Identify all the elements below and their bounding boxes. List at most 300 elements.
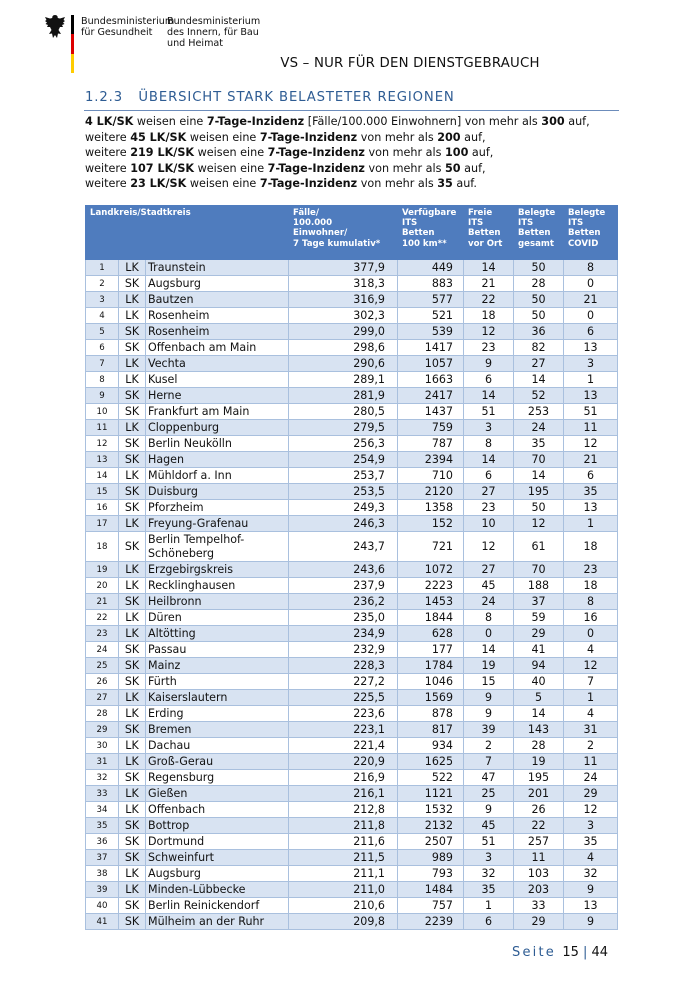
summary-metric: 7-Tage-Inzidenz — [206, 115, 305, 128]
incidence-value: 232,9 — [289, 642, 398, 658]
occupied-its-value: 24 — [514, 420, 564, 436]
covid-its-value: 21 — [564, 452, 618, 468]
available-its-value: 2120 — [398, 484, 464, 500]
available-its-value: 817 — [398, 722, 464, 738]
district-name: Mülheim an der Ruhr — [146, 914, 289, 930]
covid-its-value: 24 — [564, 770, 618, 786]
available-its-value: 710 — [398, 468, 464, 484]
free-its-value: 0 — [464, 626, 514, 642]
available-its-value: 1046 — [398, 674, 464, 690]
occupied-its-value: 14 — [514, 468, 564, 484]
available-its-value: 989 — [398, 850, 464, 866]
row-number: 11 — [86, 420, 119, 436]
summary-text: weisen eine — [194, 161, 268, 175]
available-its-value: 1453 — [398, 594, 464, 610]
incidence-value: 211,5 — [289, 850, 398, 866]
available-its-value: 1844 — [398, 610, 464, 626]
available-its-value: 449 — [398, 260, 464, 276]
occupied-its-value: 103 — [514, 866, 564, 882]
covid-its-value: 4 — [564, 850, 618, 866]
occupied-its-value: 195 — [514, 770, 564, 786]
summary-threshold: 100 — [445, 146, 469, 159]
table-row — [86, 484, 618, 500]
summary-suffix: auf, — [468, 146, 494, 159]
table-row — [86, 882, 618, 898]
table-row — [86, 324, 618, 340]
available-its-value: 934 — [398, 738, 464, 754]
free-its-value: 51 — [464, 834, 514, 850]
incidence-value: 302,3 — [289, 308, 398, 324]
free-its-value: 45 — [464, 818, 514, 834]
table-row — [86, 594, 618, 610]
row-number: 37 — [86, 850, 119, 866]
table-row — [86, 452, 618, 468]
free-its-value: 18 — [464, 308, 514, 324]
district-name: Berlin Tempelhof-Schöneberg — [146, 532, 289, 562]
incidence-value: 316,9 — [289, 292, 398, 308]
district-type: LK — [119, 802, 146, 818]
covid-its-value: 4 — [564, 706, 618, 722]
summary-line — [85, 145, 625, 161]
summary-threshold: 35 — [437, 177, 453, 190]
col-header-available-its: Verfügbare ITS Betten 100 km** — [398, 206, 464, 260]
district-type: LK — [119, 754, 146, 770]
row-number: 2 — [86, 276, 119, 292]
district-name: Dortmund — [146, 834, 289, 850]
table-row — [86, 516, 618, 532]
free-its-value: 7 — [464, 754, 514, 770]
district-type: LK — [119, 562, 146, 578]
summary-text: von mehr als — [364, 146, 445, 159]
page-label: Seite — [512, 945, 556, 960]
covid-its-value: 35 — [564, 484, 618, 500]
summary-text: von mehr als — [357, 130, 438, 144]
row-number: 20 — [86, 578, 119, 594]
free-its-value: 12 — [464, 324, 514, 340]
row-number: 27 — [86, 690, 119, 706]
district-name: Erzgebirgskreis — [146, 562, 289, 578]
district-name: Groß-Gerau — [146, 754, 289, 770]
district-type: SK — [119, 850, 146, 866]
district-name: Traunstein — [146, 260, 289, 276]
row-number: 41 — [86, 914, 119, 930]
row-number: 13 — [86, 452, 119, 468]
available-its-value: 721 — [398, 532, 464, 562]
table-row — [86, 404, 618, 420]
district-type: SK — [119, 818, 146, 834]
occupied-its-value: 14 — [514, 706, 564, 722]
covid-its-value: 32 — [564, 866, 618, 882]
row-number: 18 — [86, 532, 119, 562]
occupied-its-value: 82 — [514, 340, 564, 356]
occupied-its-value: 27 — [514, 356, 564, 372]
col-header-incidence: Fälle/ 100.000 Einwohner/ 7 Tage kumulativ* — [289, 206, 398, 260]
summary-count: 219 LK/SK — [130, 146, 195, 159]
available-its-value: 1532 — [398, 802, 464, 818]
table-header-row — [86, 206, 618, 260]
row-number: 38 — [86, 866, 119, 882]
covid-its-value: 13 — [564, 898, 618, 914]
available-its-value: 878 — [398, 706, 464, 722]
free-its-value: 15 — [464, 674, 514, 690]
district-name: Rosenheim — [146, 324, 289, 340]
covid-its-value: 2 — [564, 738, 618, 754]
incidence-value: 216,9 — [289, 770, 398, 786]
district-type: LK — [119, 882, 146, 898]
occupied-its-value: 70 — [514, 562, 564, 578]
ministry-health-name: Bundesministerium für Gesundheit — [81, 16, 175, 39]
incidence-value: 209,8 — [289, 914, 398, 930]
covid-its-value: 11 — [564, 420, 618, 436]
covid-its-value: 4 — [564, 642, 618, 658]
incidence-value: 254,9 — [289, 452, 398, 468]
occupied-its-value: 50 — [514, 260, 564, 276]
free-its-value: 24 — [464, 594, 514, 610]
covid-its-value: 12 — [564, 436, 618, 452]
available-its-value: 2132 — [398, 818, 464, 834]
incidence-value: 227,2 — [289, 674, 398, 690]
occupied-its-value: 37 — [514, 594, 564, 610]
district-name: Bottrop — [146, 818, 289, 834]
occupied-its-value: 50 — [514, 292, 564, 308]
row-number: 26 — [86, 674, 119, 690]
district-name: Dachau — [146, 738, 289, 754]
district-name: Pforzheim — [146, 500, 289, 516]
occupied-its-value: 12 — [514, 516, 564, 532]
free-its-value: 27 — [464, 562, 514, 578]
summary-count: 23 LK/SK — [130, 177, 187, 190]
free-its-value: 10 — [464, 516, 514, 532]
table-row — [86, 308, 618, 324]
table-row — [86, 834, 618, 850]
occupied-its-value: 203 — [514, 882, 564, 898]
free-its-value: 25 — [464, 786, 514, 802]
district-name: Cloppenburg — [146, 420, 289, 436]
occupied-its-value: 61 — [514, 532, 564, 562]
free-its-value: 6 — [464, 372, 514, 388]
district-type: LK — [119, 260, 146, 276]
table-row — [86, 372, 618, 388]
available-its-value: 1437 — [398, 404, 464, 420]
summary-metric: 7-Tage-Inzidenz — [259, 177, 358, 190]
table-row — [86, 802, 618, 818]
free-its-value: 3 — [464, 420, 514, 436]
district-name: Hagen — [146, 452, 289, 468]
available-its-value: 883 — [398, 276, 464, 292]
row-number: 23 — [86, 626, 119, 642]
district-type: LK — [119, 626, 146, 642]
row-number: 28 — [86, 706, 119, 722]
district-name: Fürth — [146, 674, 289, 690]
district-name: Recklinghausen — [146, 578, 289, 594]
summary-threshold: 50 — [445, 161, 461, 175]
row-number: 24 — [86, 642, 119, 658]
free-its-value: 9 — [464, 690, 514, 706]
free-its-value: 32 — [464, 866, 514, 882]
free-its-value: 14 — [464, 388, 514, 404]
row-number: 32 — [86, 770, 119, 786]
col-header-covid-its: Belegte ITS Betten COVID — [564, 206, 618, 260]
available-its-value: 1663 — [398, 372, 464, 388]
incidence-value: 246,3 — [289, 516, 398, 532]
row-number: 1 — [86, 260, 119, 276]
covid-its-value: 21 — [564, 292, 618, 308]
row-number: 8 — [86, 372, 119, 388]
occupied-its-value: 94 — [514, 658, 564, 674]
district-type: SK — [119, 500, 146, 516]
free-its-value: 35 — [464, 882, 514, 898]
incidence-value: 228,3 — [289, 658, 398, 674]
district-name: Mainz — [146, 658, 289, 674]
incidence-summary — [85, 114, 625, 192]
row-number: 5 — [86, 324, 119, 340]
free-its-value: 14 — [464, 642, 514, 658]
free-its-value: 12 — [464, 532, 514, 562]
free-its-value: 9 — [464, 356, 514, 372]
table-row — [86, 340, 618, 356]
district-name: Berlin Neukölln — [146, 436, 289, 452]
covid-its-value: 9 — [564, 914, 618, 930]
table-row — [86, 674, 618, 690]
district-name: Bautzen — [146, 292, 289, 308]
row-number: 40 — [86, 898, 119, 914]
occupied-its-value: 40 — [514, 674, 564, 690]
incidence-value: 211,6 — [289, 834, 398, 850]
table-row — [86, 260, 618, 276]
occupied-its-value: 5 — [514, 690, 564, 706]
free-its-value: 21 — [464, 276, 514, 292]
table-row — [86, 562, 618, 578]
district-type: LK — [119, 292, 146, 308]
incidence-value: 211,1 — [289, 866, 398, 882]
district-type: SK — [119, 594, 146, 610]
occupied-its-value: 11 — [514, 850, 564, 866]
available-its-value: 152 — [398, 516, 464, 532]
covid-its-value: 35 — [564, 834, 618, 850]
incidence-value: 249,3 — [289, 500, 398, 516]
summary-line — [85, 161, 625, 177]
incidence-value: 212,8 — [289, 802, 398, 818]
available-its-value: 177 — [398, 642, 464, 658]
available-its-value: 521 — [398, 308, 464, 324]
section-number: 1.2.3 — [85, 90, 124, 105]
district-name: Gießen — [146, 786, 289, 802]
available-its-value: 793 — [398, 866, 464, 882]
district-name: Vechta — [146, 356, 289, 372]
occupied-its-value: 35 — [514, 436, 564, 452]
incidence-value: 243,7 — [289, 532, 398, 562]
district-type: SK — [119, 914, 146, 930]
summary-text: weisen eine — [186, 177, 260, 190]
table-row — [86, 722, 618, 738]
table-row — [86, 500, 618, 516]
available-its-value: 1784 — [398, 658, 464, 674]
free-its-value: 1 — [464, 898, 514, 914]
occupied-its-value: 257 — [514, 834, 564, 850]
covid-its-value: 1 — [564, 372, 618, 388]
covid-its-value: 12 — [564, 802, 618, 818]
district-name: Düren — [146, 610, 289, 626]
available-its-value: 1417 — [398, 340, 464, 356]
district-type: LK — [119, 690, 146, 706]
table-row — [86, 786, 618, 802]
summary-metric: 7-Tage-Inzidenz — [267, 161, 365, 175]
row-number: 9 — [86, 388, 119, 404]
summary-line — [85, 114, 625, 130]
page-total: 44 — [591, 945, 609, 960]
summary-prefix: weitere — [85, 146, 131, 159]
occupied-its-value: 41 — [514, 642, 564, 658]
incidence-value: 225,5 — [289, 690, 398, 706]
district-name: Rosenheim — [146, 308, 289, 324]
available-its-value: 787 — [398, 436, 464, 452]
incidence-value: 221,4 — [289, 738, 398, 754]
summary-prefix: weitere — [85, 177, 131, 190]
covid-its-value: 13 — [564, 340, 618, 356]
covid-its-value: 23 — [564, 562, 618, 578]
covid-its-value: 1 — [564, 690, 618, 706]
district-type: SK — [119, 532, 146, 562]
district-name: Erding — [146, 706, 289, 722]
covid-its-value: 8 — [564, 260, 618, 276]
row-number: 15 — [86, 484, 119, 500]
table-row — [86, 436, 618, 452]
page-number: 15 — [562, 945, 579, 960]
summary-unit: [Fälle/100.000 Einwohnern] — [304, 115, 462, 128]
table-row — [86, 690, 618, 706]
district-name: Augsburg — [146, 866, 289, 882]
row-number: 6 — [86, 340, 119, 356]
free-its-value: 47 — [464, 770, 514, 786]
summary-suffix: auf, — [460, 161, 486, 175]
row-number: 3 — [86, 292, 119, 308]
table-row — [86, 420, 618, 436]
available-its-value: 2223 — [398, 578, 464, 594]
summary-threshold: 300 — [541, 115, 565, 128]
occupied-its-value: 29 — [514, 914, 564, 930]
covid-its-value: 3 — [564, 356, 618, 372]
district-type: LK — [119, 356, 146, 372]
available-its-value: 539 — [398, 324, 464, 340]
district-name: Minden-Lübbecke — [146, 882, 289, 898]
incidence-value: 279,5 — [289, 420, 398, 436]
table-row — [86, 356, 618, 372]
available-its-value: 1057 — [398, 356, 464, 372]
table-row — [86, 642, 618, 658]
row-number: 7 — [86, 356, 119, 372]
district-type: SK — [119, 324, 146, 340]
incidence-value: 236,2 — [289, 594, 398, 610]
free-its-value: 9 — [464, 802, 514, 818]
row-number: 19 — [86, 562, 119, 578]
row-number: 21 — [86, 594, 119, 610]
occupied-its-value: 19 — [514, 754, 564, 770]
incidence-value: 235,0 — [289, 610, 398, 626]
occupied-its-value: 188 — [514, 578, 564, 594]
occupied-its-value: 50 — [514, 500, 564, 516]
incidence-value: 290,6 — [289, 356, 398, 372]
table-row — [86, 610, 618, 626]
district-name: Berlin Reinickendorf — [146, 898, 289, 914]
district-type: LK — [119, 706, 146, 722]
district-type: LK — [119, 372, 146, 388]
summary-metric: 7-Tage-Inzidenz — [259, 130, 358, 144]
covid-its-value: 8 — [564, 594, 618, 610]
available-its-value: 2507 — [398, 834, 464, 850]
available-its-value: 757 — [398, 898, 464, 914]
row-number: 4 — [86, 308, 119, 324]
occupied-its-value: 253 — [514, 404, 564, 420]
district-type: LK — [119, 610, 146, 626]
covid-its-value: 1 — [564, 516, 618, 532]
district-type: LK — [119, 308, 146, 324]
table-row — [86, 914, 618, 930]
col-header-occupied-its: Belegte ITS Betten gesamt — [514, 206, 564, 260]
row-number: 35 — [86, 818, 119, 834]
incidence-value: 256,3 — [289, 436, 398, 452]
flag-red — [71, 34, 74, 53]
district-name: Passau — [146, 642, 289, 658]
row-number: 30 — [86, 738, 119, 754]
available-its-value: 1121 — [398, 786, 464, 802]
free-its-value: 2 — [464, 738, 514, 754]
district-type: SK — [119, 484, 146, 500]
col-header-district: Landkreis/Stadtkreis — [86, 206, 289, 260]
district-name: Kaiserslautern — [146, 690, 289, 706]
covid-its-value: 9 — [564, 882, 618, 898]
incidence-value: 211,8 — [289, 818, 398, 834]
table-body — [86, 260, 618, 930]
district-type: SK — [119, 658, 146, 674]
occupied-its-value: 28 — [514, 276, 564, 292]
summary-line — [85, 130, 625, 146]
summary-count: 4 LK/SK — [85, 115, 134, 128]
district-type: SK — [119, 674, 146, 690]
row-number: 36 — [86, 834, 119, 850]
occupied-its-value: 143 — [514, 722, 564, 738]
summary-text: weisen eine — [133, 115, 207, 128]
free-its-value: 9 — [464, 706, 514, 722]
row-number: 25 — [86, 658, 119, 674]
district-type: LK — [119, 866, 146, 882]
covid-its-value: 6 — [564, 468, 618, 484]
occupied-its-value: 29 — [514, 626, 564, 642]
regions-table — [85, 205, 618, 930]
section-heading — [85, 90, 455, 105]
free-its-value: 8 — [464, 610, 514, 626]
row-number: 14 — [86, 468, 119, 484]
available-its-value: 2417 — [398, 388, 464, 404]
covid-its-value: 29 — [564, 786, 618, 802]
available-its-value: 2239 — [398, 914, 464, 930]
covid-its-value: 12 — [564, 658, 618, 674]
free-its-value: 27 — [464, 484, 514, 500]
col-header-free-its: Freie ITS Betten vor Ort — [464, 206, 514, 260]
occupied-its-value: 52 — [514, 388, 564, 404]
covid-its-value: 11 — [564, 754, 618, 770]
covid-its-value: 13 — [564, 388, 618, 404]
free-its-value: 19 — [464, 658, 514, 674]
covid-its-value: 13 — [564, 500, 618, 516]
available-its-value: 1484 — [398, 882, 464, 898]
summary-text: weisen eine — [194, 146, 268, 159]
summary-prefix: weitere — [85, 161, 131, 175]
table-row — [86, 738, 618, 754]
occupied-its-value: 201 — [514, 786, 564, 802]
page-separator: | — [578, 945, 592, 960]
covid-its-value: 6 — [564, 324, 618, 340]
occupied-its-value: 14 — [514, 372, 564, 388]
